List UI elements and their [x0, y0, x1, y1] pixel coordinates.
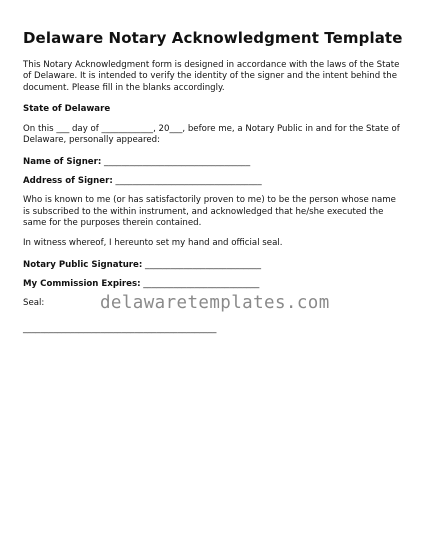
state-heading: State of Delaware — [23, 103, 111, 114]
document-title: Delaware Notary Acknowledgment Template — [23, 29, 403, 47]
intro-paragraph: This Notary Acknowledgment form is designed in accordance with the laws of the State of Delaware. It is intended to verify the identity of the signer and the intent behind the document. Please fill in the blanks accordingly. — [23, 60, 400, 93]
signer-name-label: Name of Signer: — [23, 156, 102, 167]
seal-section — [23, 293, 403, 335]
signer-name-blank[interactable]: __________________________________ — [101, 156, 251, 167]
notary-signature-blank[interactable]: ___________________________ — [142, 259, 262, 270]
signer-address-blank[interactable]: __________________________________ — [112, 176, 262, 187]
signer-name-field — [23, 157, 403, 168]
signer-address-field — [23, 176, 403, 187]
opening-paragraph: On this ___ day of ____________, 20___, before me, a Notary Public in and for the State of Delaware, personally appeared: — [23, 124, 400, 146]
seal-label: Seal: — [23, 298, 45, 309]
acknowledgment-paragraph: Who is known to me (or has satisfactorily proven to me) to be the person whose name is subscribed to the within instrument, and acknowledged that he/she executed the same for the purposes therein contained. — [23, 195, 396, 228]
notary-signature-label: Notary Public Signature: — [23, 259, 143, 270]
commission-expires-blank[interactable]: ___________________________ — [140, 278, 260, 289]
commission-expires-field — [23, 279, 403, 290]
seal-line[interactable]: _____________________________________________ — [23, 324, 217, 335]
document-page — [23, 29, 403, 335]
commission-expires-label: My Commission Expires: — [23, 278, 141, 289]
notary-signature-field — [23, 260, 403, 271]
witness-statement: In witness whereof, I hereunto set my hand and official seal. — [23, 238, 283, 249]
watermark: delawaretemplates.com — [100, 293, 330, 314]
signer-address-label: Address of Signer: — [23, 176, 113, 187]
